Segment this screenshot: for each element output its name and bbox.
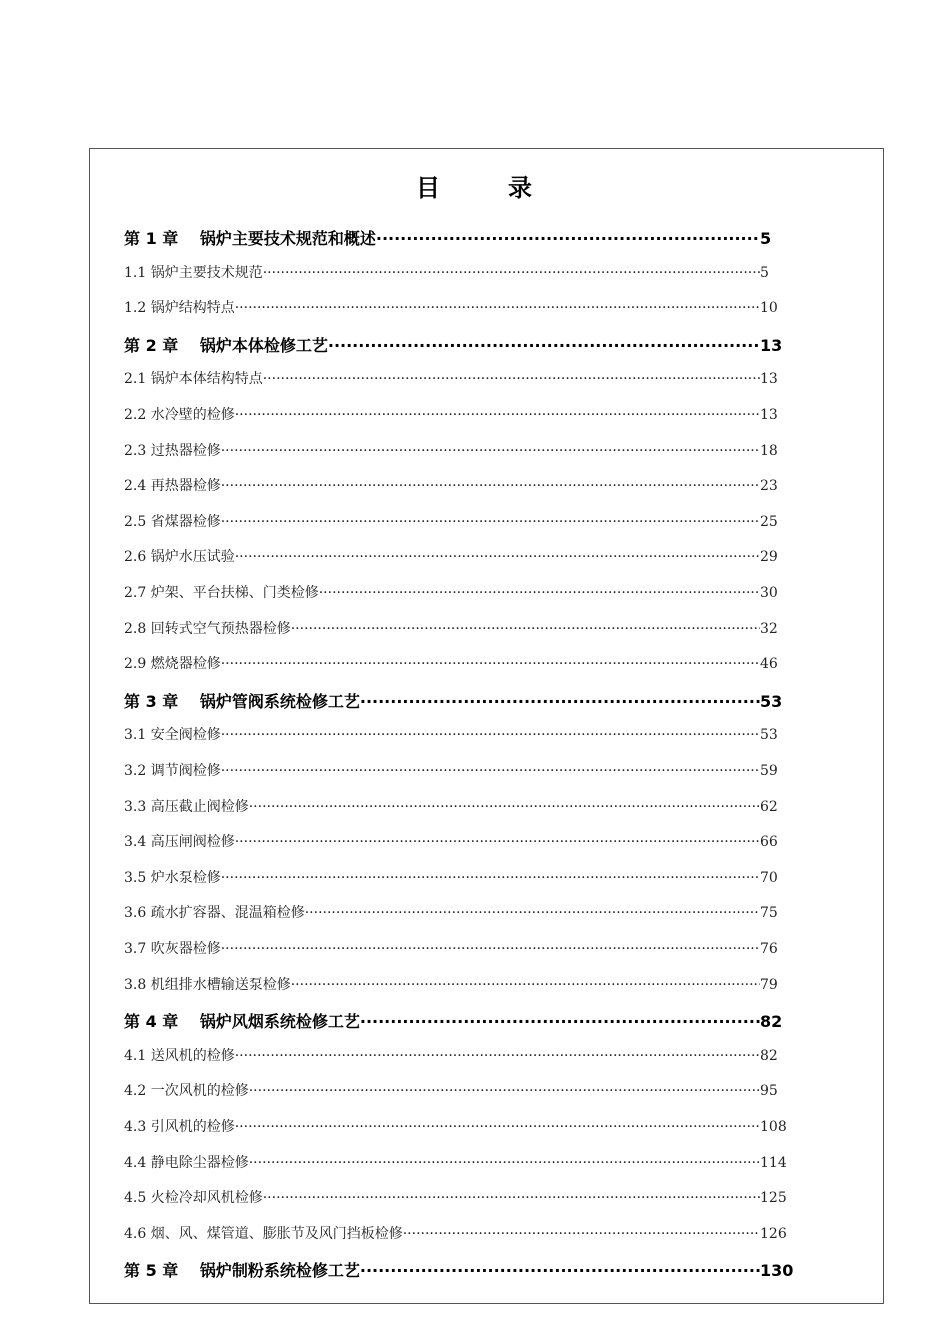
toc-section-entry[interactable]	[124, 1187, 787, 1207]
entry-label: 3.6 疏水扩容器、混温箱检修	[124, 905, 305, 922]
toc-chapter-entry[interactable]	[124, 689, 782, 712]
entry-page-number: 13	[760, 335, 783, 355]
entry-label: 4.4 静电除尘器检修	[124, 1154, 249, 1171]
toc-section-entry[interactable]	[124, 867, 778, 887]
toc-section-entry[interactable]	[124, 297, 778, 317]
dot-leader	[249, 1155, 760, 1171]
toc-section-entry[interactable]	[124, 902, 778, 922]
entry-page-number: 46	[760, 656, 778, 673]
toc-section-entry[interactable]	[124, 404, 778, 424]
dot-leader	[305, 905, 760, 921]
toc-chapter-entry[interactable]	[124, 226, 771, 249]
toc-section-entry[interactable]	[124, 1223, 787, 1243]
toc-section-entry[interactable]	[124, 1116, 787, 1136]
toc-section-entry[interactable]	[124, 831, 778, 851]
entry-page-number: 25	[760, 513, 778, 530]
entry-label: 4.3 引风机的检修	[124, 1119, 235, 1135]
toc-section-entry[interactable]	[124, 546, 778, 566]
entry-page-number: 5	[760, 229, 772, 248]
entry-page-number: 130	[760, 1261, 794, 1281]
entry-page-number: 79	[760, 976, 778, 993]
toc-section-entry[interactable]	[124, 368, 778, 388]
toc-title: 目 录	[416, 174, 554, 202]
entry-label: 2.8 回转式空气预热器检修	[124, 620, 291, 637]
entry-page-number: 108	[760, 1119, 787, 1135]
toc-section-entry[interactable]	[124, 1080, 778, 1100]
entry-page-number: 32	[760, 620, 778, 637]
entry-label: 第 2 章 锅炉本体检修工艺	[124, 335, 328, 355]
entry-label: 4.2 一次风机的检修	[124, 1083, 249, 1100]
dot-leader	[328, 336, 760, 355]
entry-label: 2.2 水冷壁的检修	[124, 407, 235, 423]
entry-page-number: 29	[760, 549, 778, 566]
entry-page-number: 66	[760, 834, 778, 851]
entry-page-number: 18	[760, 442, 778, 459]
toc-section-entry[interactable]	[124, 974, 778, 994]
entry-label: 第 4 章 锅炉风烟系统检修工艺	[124, 1012, 360, 1032]
entry-page-number: 95	[760, 1083, 778, 1100]
toc-section-entry[interactable]	[124, 475, 778, 495]
dot-leader	[263, 371, 760, 387]
dot-leader	[221, 656, 760, 672]
dot-leader	[360, 1261, 760, 1280]
toc-section-entry[interactable]	[124, 760, 778, 780]
entry-page-number: 10	[760, 300, 778, 317]
toc-section-entry[interactable]	[124, 1152, 787, 1172]
dot-leader	[263, 1190, 760, 1206]
entry-page-number: 53	[760, 691, 783, 711]
entry-label: 4.5 火检冷却风机检修	[124, 1190, 263, 1207]
dot-leader	[235, 1119, 760, 1135]
dot-leader	[221, 763, 760, 779]
entry-label: 3.5 炉水泵检修	[124, 869, 221, 886]
toc-chapter-entry[interactable]	[124, 333, 782, 356]
toc-section-entry[interactable]	[124, 938, 778, 958]
toc-section-entry[interactable]	[124, 511, 778, 531]
entry-page-number: 114	[760, 1154, 787, 1171]
entry-page-number: 59	[760, 763, 778, 779]
entry-label: 2.4 再热器检修	[124, 478, 221, 495]
entry-label: 1.1 锅炉主要技术规范	[124, 264, 263, 281]
toc-section-entry[interactable]	[124, 1045, 778, 1065]
toc-section-entry[interactable]	[124, 262, 769, 282]
entry-label: 2.9 燃烧器检修	[124, 656, 221, 673]
entry-page-number: 62	[760, 798, 778, 815]
dot-leader	[235, 834, 760, 850]
toc-section-entry[interactable]	[124, 724, 778, 744]
entry-page-number: 126	[760, 1225, 787, 1242]
entry-page-number: 82	[760, 1012, 783, 1032]
entry-label: 4.6 烟、风、煤管道、膨胀节及风门挡板检修	[124, 1225, 403, 1242]
dot-leader	[319, 585, 760, 601]
entry-page-number: 13	[760, 407, 778, 423]
entry-page-number: 5	[760, 264, 769, 281]
dot-leader	[221, 870, 760, 886]
entry-page-number: 23	[760, 478, 778, 495]
dot-leader	[403, 1226, 760, 1242]
dot-leader	[221, 478, 760, 494]
entry-label: 3.7 吹灰器检修	[124, 941, 221, 957]
dot-leader	[376, 229, 760, 248]
entry-page-number: 13	[760, 371, 778, 388]
entry-label: 第 5 章 锅炉制粉系统检修工艺	[124, 1261, 360, 1281]
toc-section-entry[interactable]	[124, 582, 778, 602]
entry-page-number: 53	[760, 727, 778, 744]
entry-label: 1.2 锅炉结构特点	[124, 300, 235, 317]
entry-page-number: 30	[760, 585, 778, 601]
dot-leader	[235, 407, 760, 423]
entry-label: 2.5 省煤器检修	[124, 513, 221, 530]
dot-leader	[221, 941, 760, 957]
entry-page-number: 70	[760, 869, 778, 886]
dot-leader	[221, 727, 760, 743]
entry-page-number: 75	[760, 905, 778, 922]
entry-label: 第 1 章 锅炉主要技术规范和概述	[124, 229, 376, 248]
dot-leader	[235, 549, 760, 565]
entry-label: 2.6 锅炉水压试验	[124, 549, 235, 566]
toc-section-entry[interactable]	[124, 618, 778, 638]
dot-leader	[291, 977, 760, 993]
entry-label: 4.1 送风机的检修	[124, 1047, 235, 1064]
dot-leader	[235, 300, 760, 316]
dot-leader	[249, 1083, 760, 1099]
dot-leader	[291, 621, 760, 637]
toc-chapter-entry[interactable]	[124, 1258, 793, 1281]
dot-leader	[221, 514, 760, 530]
entry-label: 2.7 炉架、平台扶梯、门类检修	[124, 585, 319, 601]
toc-section-entry[interactable]	[124, 796, 778, 816]
dot-leader	[221, 443, 760, 459]
dot-leader	[235, 1048, 760, 1064]
entry-page-number: 125	[760, 1190, 787, 1207]
entry-label: 3.4 高压闸阀检修	[124, 834, 235, 851]
entry-label: 3.8 机组排水槽输送泵检修	[124, 976, 291, 993]
entry-label: 3.3 高压截止阀检修	[124, 798, 249, 815]
entry-label: 3.2 调节阀检修	[124, 763, 221, 779]
entry-page-number: 76	[760, 941, 778, 957]
dot-leader	[360, 1012, 760, 1031]
entry-label: 第 3 章 锅炉管阀系统检修工艺	[124, 691, 360, 711]
entry-page-number: 82	[760, 1047, 778, 1064]
toc-chapter-entry[interactable]	[124, 1009, 782, 1032]
toc-section-entry[interactable]	[124, 653, 778, 673]
toc-section-entry[interactable]	[124, 440, 778, 460]
entry-label: 2.3 过热器检修	[124, 442, 221, 459]
entry-label: 2.1 锅炉本体结构特点	[124, 371, 263, 388]
dot-leader	[249, 799, 760, 815]
entry-label: 3.1 安全阀检修	[124, 727, 221, 744]
dot-leader	[263, 265, 760, 281]
dot-leader	[360, 692, 760, 711]
